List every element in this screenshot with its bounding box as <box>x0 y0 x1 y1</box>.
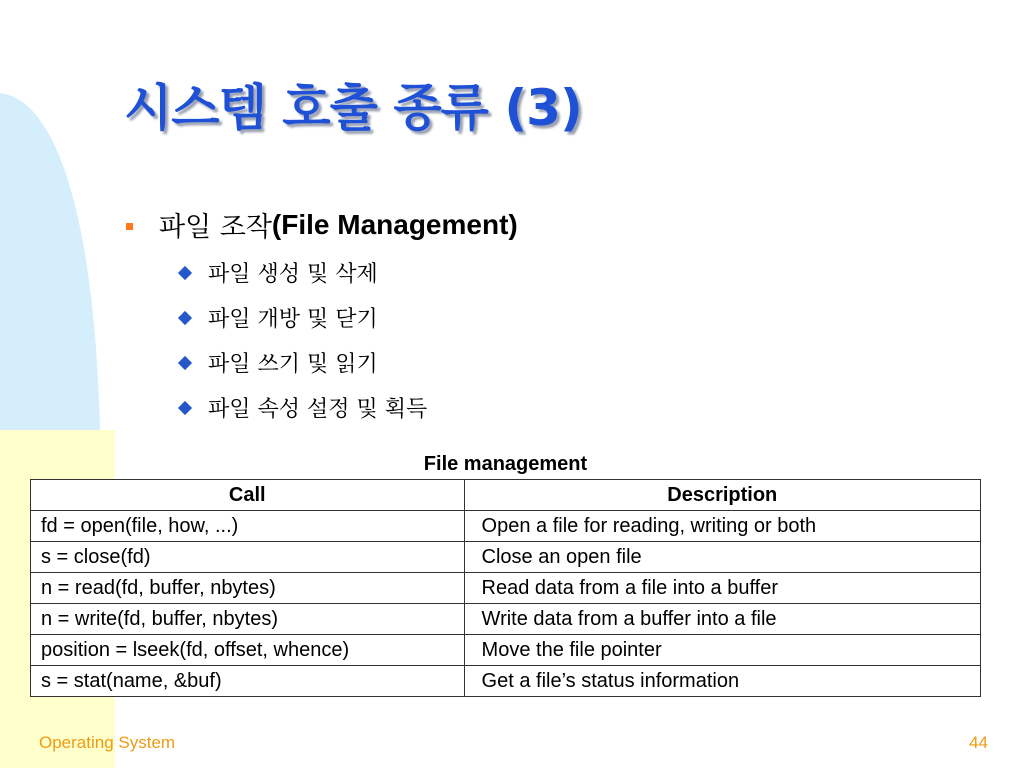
table-row <box>31 511 981 542</box>
diamond-bullet-icon <box>178 265 192 279</box>
blue-decor-arc <box>0 93 100 430</box>
description-cell: Read data from a file into a buffer <box>464 573 980 604</box>
sub-bullet-text: 파일 개방 및 닫기 <box>208 307 378 332</box>
table-row <box>31 635 981 666</box>
description-column-header: Description <box>464 480 980 511</box>
sub-bullet-text: 파일 쓰기 및 읽기 <box>208 352 378 377</box>
call-cell: s = stat(name, &buf) <box>31 666 465 697</box>
table-row <box>31 542 981 573</box>
table-row <box>31 666 981 697</box>
square-bullet-icon <box>126 223 133 230</box>
call-cell: fd = open(file, how, ...) <box>31 511 465 542</box>
call-cell: n = write(fd, buffer, nbytes) <box>31 604 465 635</box>
table-row <box>31 604 981 635</box>
diamond-bullet-icon <box>178 310 192 324</box>
sub-bullet-text: 파일 속성 설정 및 획득 <box>208 397 428 422</box>
main-bullet <box>126 205 518 244</box>
call-cell: position = lseek(fd, offset, whence) <box>31 635 465 666</box>
file-management-table <box>30 479 981 697</box>
call-column-header: Call <box>31 480 465 511</box>
page-number: 44 <box>969 733 988 752</box>
sub-bullet <box>180 302 378 333</box>
call-cell: n = read(fd, buffer, nbytes) <box>31 573 465 604</box>
call-cell: s = close(fd) <box>31 542 465 573</box>
table-caption: File management <box>423 453 588 475</box>
diamond-bullet-icon <box>178 400 192 414</box>
description-cell: Move the file pointer <box>464 635 980 666</box>
sub-bullet <box>180 347 378 378</box>
bullet-korean-text: 파일 조작 <box>159 212 272 243</box>
description-cell: Close an open file <box>464 542 980 573</box>
sub-bullet <box>180 257 378 288</box>
table-header-row <box>31 480 981 511</box>
sub-bullet-text: 파일 생성 및 삭제 <box>208 262 378 287</box>
slide-title: 시스템 호출 종류 (3) <box>124 79 582 137</box>
table-row <box>31 573 981 604</box>
description-cell: Open a file for reading, writing or both <box>464 511 980 542</box>
footer-course-title: Operating System <box>39 733 176 752</box>
bullet-english-text: (File Management) <box>271 208 518 240</box>
diamond-bullet-icon <box>178 355 192 369</box>
sub-bullet <box>180 392 427 423</box>
description-cell: Get a file’s status information <box>464 666 980 697</box>
description-cell: Write data from a buffer into a file <box>464 604 980 635</box>
